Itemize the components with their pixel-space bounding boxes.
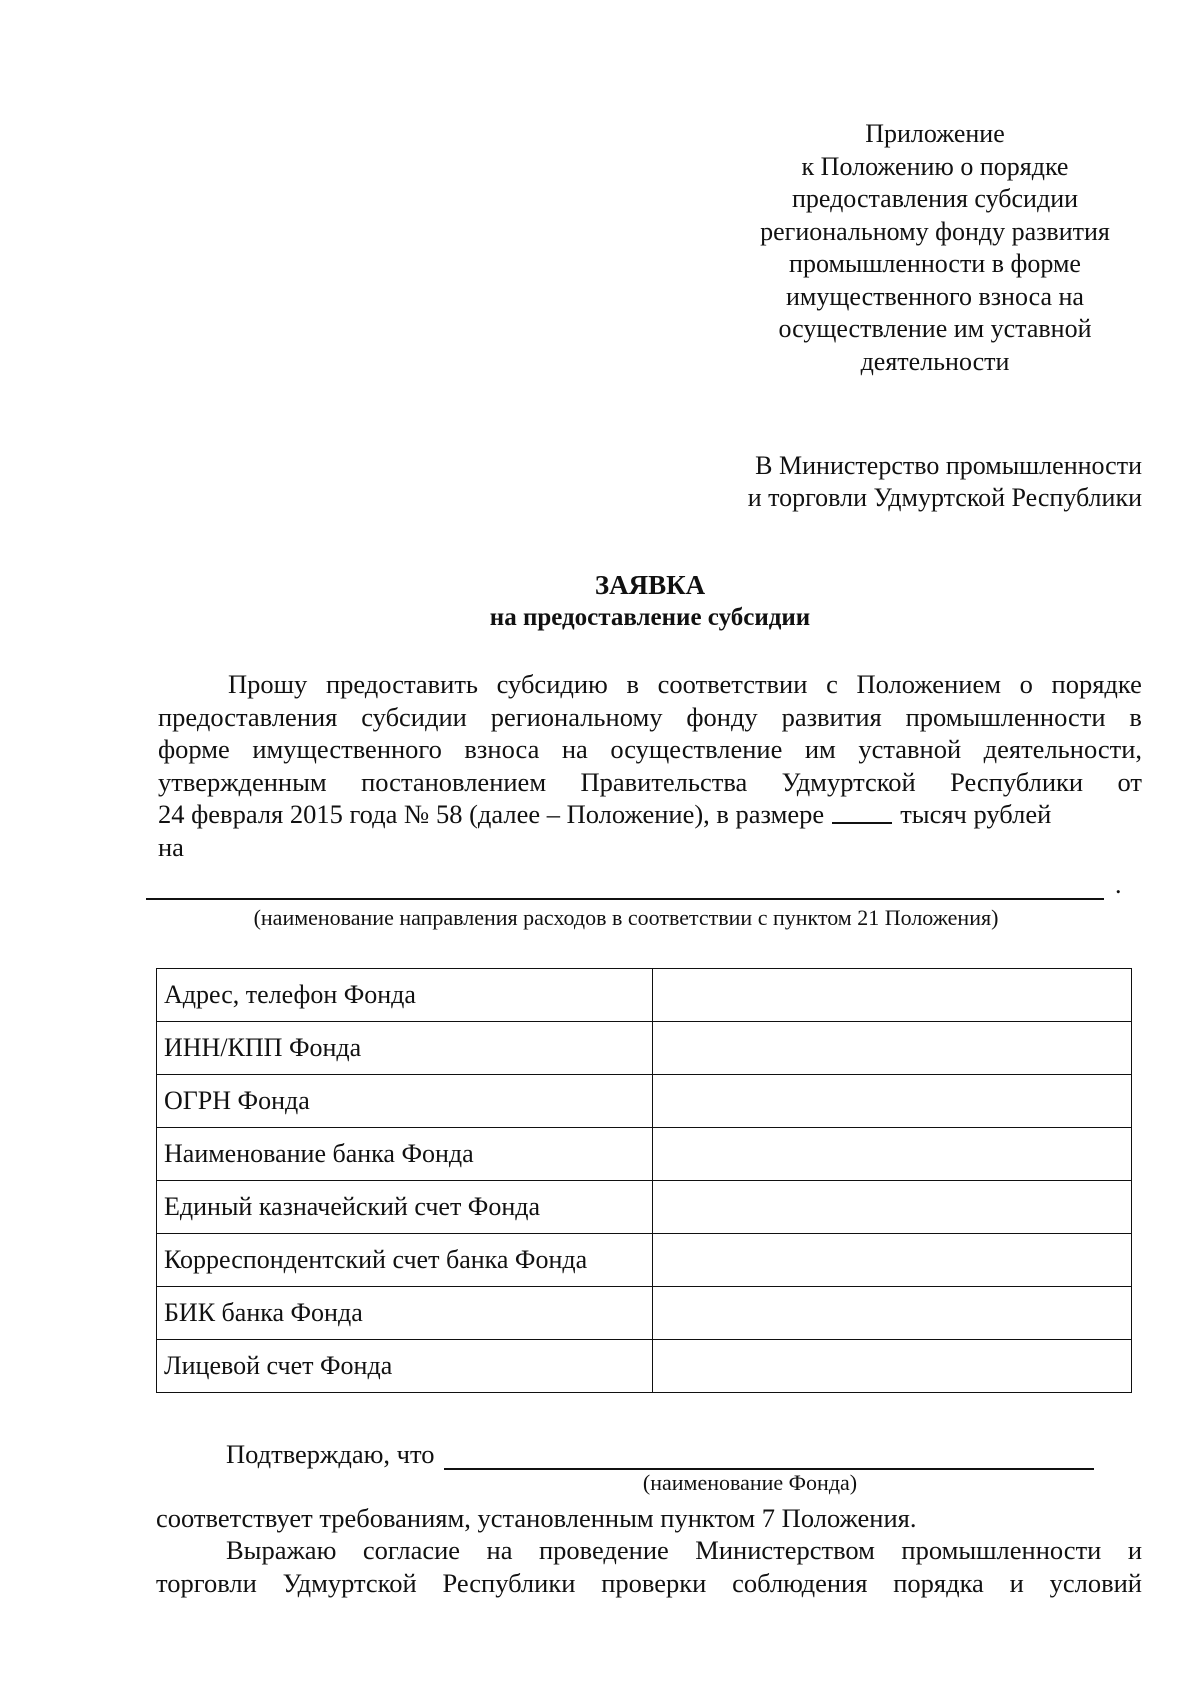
request-line <box>158 668 1142 701</box>
request-line <box>158 701 1142 734</box>
request-paragraph <box>158 668 1142 863</box>
request-line <box>158 766 1142 799</box>
fund-name-blank[interactable] <box>444 1444 1094 1470</box>
appendix-line: имущественного взноса на <box>786 281 1084 311</box>
word: на <box>561 734 588 764</box>
word: Удмуртской <box>282 1567 417 1598</box>
word: порядке <box>1051 669 1142 699</box>
appendix-line: к Положению о порядке <box>801 151 1069 181</box>
title-main: ЗАЯВКА <box>594 570 706 600</box>
confirm-text: соответствует требованиям, установленным пунктом 7 Положения. <box>156 1503 917 1533</box>
consent-line <box>156 1534 1142 1567</box>
word: развития <box>781 701 882 732</box>
word: Положением <box>856 669 1001 699</box>
row-value-field[interactable] <box>653 1234 1132 1287</box>
table-row <box>157 1128 1132 1181</box>
word: Республики <box>442 1567 576 1598</box>
word: деятельности, <box>983 734 1142 764</box>
appendix-line: промышленности в форме <box>789 249 1081 278</box>
word: согласие <box>362 1535 461 1565</box>
word: порядка <box>893 1567 984 1598</box>
word: субсидию <box>496 669 608 699</box>
word: предоставления <box>158 701 338 732</box>
request-text: тысяч рублей <box>900 799 1052 829</box>
word: утвержденным <box>158 766 327 797</box>
row-label: ОГРН Фонда <box>157 1075 653 1128</box>
direction-dot: . <box>1115 870 1122 899</box>
amount-blank[interactable] <box>832 798 892 824</box>
table-row <box>157 969 1132 1022</box>
word: проведение <box>538 1535 669 1565</box>
title-subtitle: на предоставление субсидии <box>489 604 811 631</box>
fund-name-caption: (наименование Фонда) <box>642 1470 858 1495</box>
row-value-field[interactable] <box>653 1287 1132 1340</box>
table-row <box>157 1340 1132 1393</box>
row-label: Наименование банка Фонда <box>157 1128 653 1181</box>
row-label: Корреспондентский счет банка Фонда <box>157 1234 653 1287</box>
document-title <box>0 568 1200 634</box>
confirm-line <box>156 1438 1142 1470</box>
word: Выражаю <box>226 1535 337 1565</box>
word: взноса <box>464 734 540 764</box>
table-row <box>157 1234 1132 1287</box>
request-text: на <box>158 831 184 862</box>
word: осуществление <box>610 734 783 764</box>
word: Республики <box>950 766 1084 797</box>
table-row <box>157 1075 1132 1128</box>
word: промышленности <box>901 1535 1102 1565</box>
word: Министерством <box>695 1535 875 1565</box>
appendix-header <box>700 118 1170 378</box>
fund-details-table <box>156 968 1132 1393</box>
row-label: Лицевой счет Фонда <box>157 1340 653 1393</box>
word: фонду <box>686 701 758 732</box>
word: на <box>486 1535 513 1565</box>
request-line <box>158 733 1142 766</box>
row-value-field[interactable] <box>653 1128 1132 1181</box>
word: имущественного <box>252 734 442 764</box>
word: в <box>1129 701 1142 732</box>
request-text: 24 февраля 2015 года № 58 (далее – Положение), в размере <box>158 799 825 829</box>
row-label: ИНН/КПП Фонда <box>157 1022 653 1075</box>
addressee-line: и торговли Удмуртской Республики <box>747 483 1142 512</box>
word: от <box>1117 766 1142 797</box>
word: им <box>804 734 836 764</box>
word: и <box>1127 1535 1142 1565</box>
row-value-field[interactable] <box>653 1181 1132 1234</box>
table-row <box>157 1181 1132 1234</box>
addressee-line: В Министерство промышленности <box>755 451 1142 480</box>
appendix-line: Приложение <box>865 119 1005 148</box>
table-row <box>157 1022 1132 1075</box>
consent-line <box>156 1567 1142 1600</box>
word: Прошу <box>228 669 308 699</box>
word: в <box>626 669 640 699</box>
word: соответствии <box>657 669 808 699</box>
row-label: Единый казначейский счет Фонда <box>157 1181 653 1234</box>
appendix-line: осуществление им уставной <box>778 314 1092 343</box>
row-value-field[interactable] <box>653 969 1132 1022</box>
table-row <box>157 1287 1132 1340</box>
appendix-line: региональному фонду развития <box>760 216 1110 246</box>
direction-caption: (наименование направления расходов в соответствии с пунктом 21 Положения) <box>253 905 999 930</box>
word: предоставить <box>325 669 478 699</box>
word: региональному <box>490 701 663 732</box>
word: соблюдения <box>732 1567 868 1598</box>
row-label: БИК банка Фонда <box>157 1287 653 1340</box>
request-line <box>158 831 1142 864</box>
word: Правительства <box>580 766 748 797</box>
word: с <box>826 669 838 699</box>
word: постановлением <box>361 766 547 797</box>
word: условий <box>1049 1567 1142 1598</box>
word: промышленности <box>905 701 1106 732</box>
word: и <box>1009 1567 1024 1598</box>
row-value-field[interactable] <box>653 1075 1132 1128</box>
word: торговли <box>156 1567 257 1598</box>
appendix-line: предоставления субсидии <box>791 184 1079 213</box>
consent-paragraph <box>156 1534 1142 1599</box>
direction-blank-line[interactable] <box>146 898 1104 900</box>
word: Удмуртской <box>781 766 916 797</box>
word: форме <box>158 734 230 764</box>
word: о <box>1019 669 1033 699</box>
request-line <box>158 798 1142 831</box>
addressee-block <box>620 450 1142 514</box>
row-label: Адрес, телефон Фонда <box>157 969 653 1022</box>
confirm-lead: Подтверждаю, что <box>226 1439 435 1469</box>
word: уставной <box>858 734 962 764</box>
row-value-field[interactable] <box>653 1340 1132 1393</box>
row-value-field[interactable] <box>653 1022 1132 1075</box>
appendix-line: деятельности <box>860 346 1010 376</box>
confirm-block <box>156 1438 1142 1470</box>
word: проверки <box>601 1567 707 1598</box>
word: субсидии <box>361 701 467 732</box>
